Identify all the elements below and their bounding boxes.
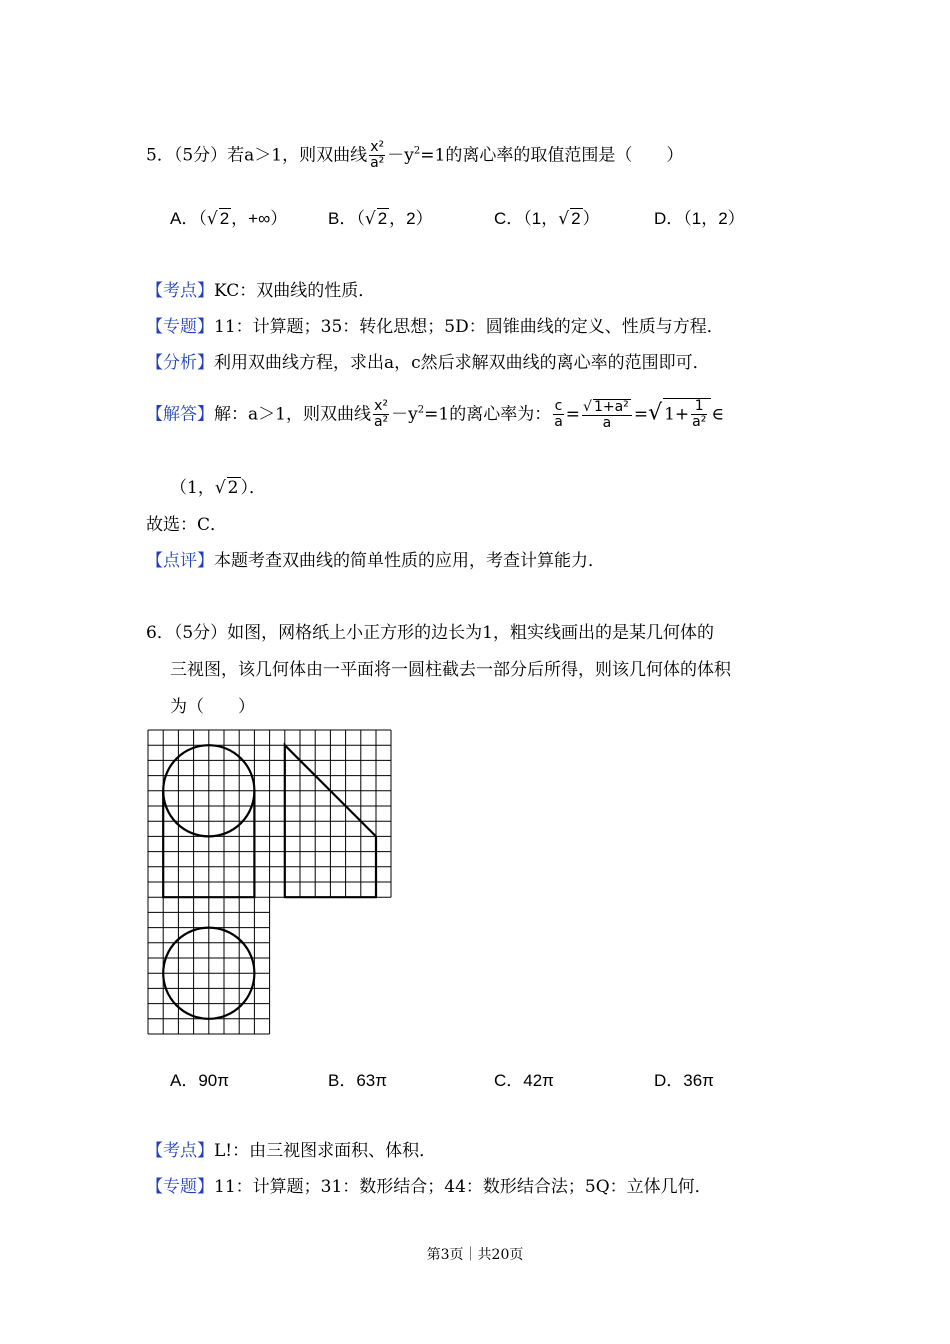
q6-option-a-text: A．90π bbox=[170, 1071, 229, 1090]
fenxi-tag: 【分析】 bbox=[146, 353, 214, 373]
sqrt-icon: √ bbox=[364, 209, 376, 229]
q6-zhuanti-text: 11：计算题；31：数形结合；44：数形结合法；5Q：立体几何． bbox=[214, 1177, 712, 1197]
q5-option-c-rad: 2 bbox=[571, 209, 581, 228]
q5-kaodian bbox=[146, 276, 375, 301]
q6-line1 bbox=[146, 618, 714, 643]
q6-zhuanti bbox=[146, 1172, 712, 1197]
sqrt-icon: √ bbox=[214, 478, 226, 498]
sqrt-icon: √ bbox=[206, 209, 218, 229]
q5-dianping bbox=[146, 546, 605, 571]
q5-option-a-rad: 2 bbox=[219, 209, 230, 228]
q5-fraction bbox=[369, 140, 385, 172]
q5-kaodian-text: KC：双曲线的性质． bbox=[214, 281, 376, 301]
q5-option-b-pre: B．（ bbox=[328, 209, 365, 228]
page-footer bbox=[0, 1244, 950, 1264]
q5-option-a-pre: A．（ bbox=[170, 209, 207, 228]
top-view-grid-lines bbox=[148, 897, 270, 1034]
q5-stem-post: =1的离心率的取值范围是（ ） bbox=[420, 145, 684, 166]
q5-jieda-post: =1的离心率为： bbox=[424, 404, 552, 425]
q5-stem-text: 5．（5分）若a＞1，则双曲线 bbox=[146, 145, 368, 166]
sqrt-icon: √ bbox=[648, 400, 663, 426]
q5-zhuanti bbox=[146, 312, 724, 337]
ecc-root-over-a bbox=[582, 399, 632, 432]
q5-answer bbox=[146, 510, 227, 535]
q6-option-b bbox=[328, 1066, 387, 1091]
q6-option-d bbox=[654, 1066, 714, 1091]
sqrt-icon: √ bbox=[583, 398, 592, 415]
q5-option-c-post: ） bbox=[582, 209, 600, 228]
ecc-a2: a² bbox=[692, 414, 707, 431]
q5-frac-num: x² bbox=[370, 139, 385, 155]
q6-line3 bbox=[170, 692, 255, 717]
q6-option-a bbox=[170, 1066, 229, 1091]
q5-fenxi bbox=[146, 348, 710, 373]
ecc-root-den: a bbox=[602, 414, 612, 431]
ecc-eq1: = bbox=[565, 404, 581, 425]
q5-option-a bbox=[170, 204, 287, 229]
q6-option-c-text: C．42π bbox=[494, 1071, 554, 1090]
q6-kaodian-text: L!：由三视图求面积、体积． bbox=[214, 1141, 437, 1161]
three-view-figure bbox=[140, 722, 400, 1042]
q5-jieda-mid: －y bbox=[391, 404, 418, 425]
ecc-a: a bbox=[554, 414, 563, 431]
ecc-eq2: = bbox=[633, 404, 649, 425]
ecc-root1: 1+a² bbox=[593, 398, 629, 415]
q6-line2 bbox=[170, 655, 731, 680]
q5-jieda-frac-num: x² bbox=[374, 398, 388, 414]
q5-jieda bbox=[146, 398, 724, 431]
q6-option-d-text: D．36π bbox=[654, 1071, 714, 1090]
ecc-c: c bbox=[554, 398, 563, 414]
q5-option-b bbox=[328, 204, 433, 229]
q5-zhuanti-text: 11：计算题；35：转化思想；5D：圆锥曲线的定义、性质与方程． bbox=[214, 317, 724, 337]
q5-fenxi-text: 利用双曲线方程，求出a，c然后求解双曲线的离心率的范围即可． bbox=[214, 353, 710, 373]
q5-jieda-sup: 2 bbox=[417, 404, 425, 416]
q5-range-post: ）． bbox=[240, 478, 266, 498]
q5-frac-den: a² bbox=[370, 155, 385, 172]
q6-line2-text: 三视图，该几何体由一平面将一圆柱截去一部分后所得，则该几何体的体积 bbox=[170, 660, 731, 680]
q5-option-b-post: ，2） bbox=[389, 209, 433, 228]
q5-jieda-fraction bbox=[373, 399, 389, 431]
ecc-one: 1 bbox=[691, 399, 707, 415]
dianping-tag: 【点评】 bbox=[146, 551, 214, 571]
q5-option-d-text: D．（1，2） bbox=[654, 209, 745, 228]
q5-option-b-rad: 2 bbox=[377, 209, 388, 228]
q5-stem bbox=[146, 140, 683, 172]
q5-stem-mid: －y bbox=[387, 145, 414, 166]
jieda-tag: 【解答】 bbox=[146, 404, 214, 425]
q5-range-pre: （1， bbox=[170, 478, 215, 498]
kaodian-tag: 【考点】 bbox=[146, 281, 214, 301]
page-number: 第3页｜共20页 bbox=[426, 1247, 524, 1263]
q5-jieda-pre: 解：a＞1，则双曲线 bbox=[214, 404, 371, 425]
q5-option-d bbox=[654, 204, 745, 229]
q6-line1-text: 6．（5分）如图，网格纸上小正方形的边长为1，粗实线画出的是某几何体的 bbox=[146, 623, 714, 643]
q5-stem-sup: 2 bbox=[413, 145, 421, 157]
q6-option-b-text: B．63π bbox=[328, 1071, 387, 1090]
top-view-grid bbox=[148, 897, 270, 1034]
sqrt-icon: √ bbox=[558, 209, 570, 229]
q6-option-c bbox=[494, 1066, 554, 1091]
q5-option-c-pre: C．（1， bbox=[494, 209, 559, 228]
zhuanti-tag: 【专题】 bbox=[146, 317, 214, 337]
q5-option-c bbox=[494, 204, 600, 229]
q5-range bbox=[170, 473, 266, 498]
ecc-root2-pre: 1+ bbox=[664, 404, 690, 425]
q6-kaodian bbox=[146, 1136, 436, 1161]
zhuanti-tag: 【专题】 bbox=[146, 1177, 214, 1197]
ecc-element-of: ∈ bbox=[711, 404, 724, 425]
q5-range-rad: 2 bbox=[227, 478, 239, 498]
ecc-root2 bbox=[663, 398, 711, 431]
q6-line3-text: 为（ ） bbox=[170, 697, 255, 717]
q5-dianping-text: 本题考查双曲线的简单性质的应用，考查计算能力． bbox=[214, 551, 605, 571]
q5-jieda-frac-den: a² bbox=[373, 414, 389, 431]
q5-answer-text: 故选：C． bbox=[146, 515, 228, 535]
kaodian-tag: 【考点】 bbox=[146, 1141, 214, 1161]
q5-option-a-post: ，+∞） bbox=[231, 209, 288, 228]
ecc-c-over-a bbox=[553, 399, 564, 431]
